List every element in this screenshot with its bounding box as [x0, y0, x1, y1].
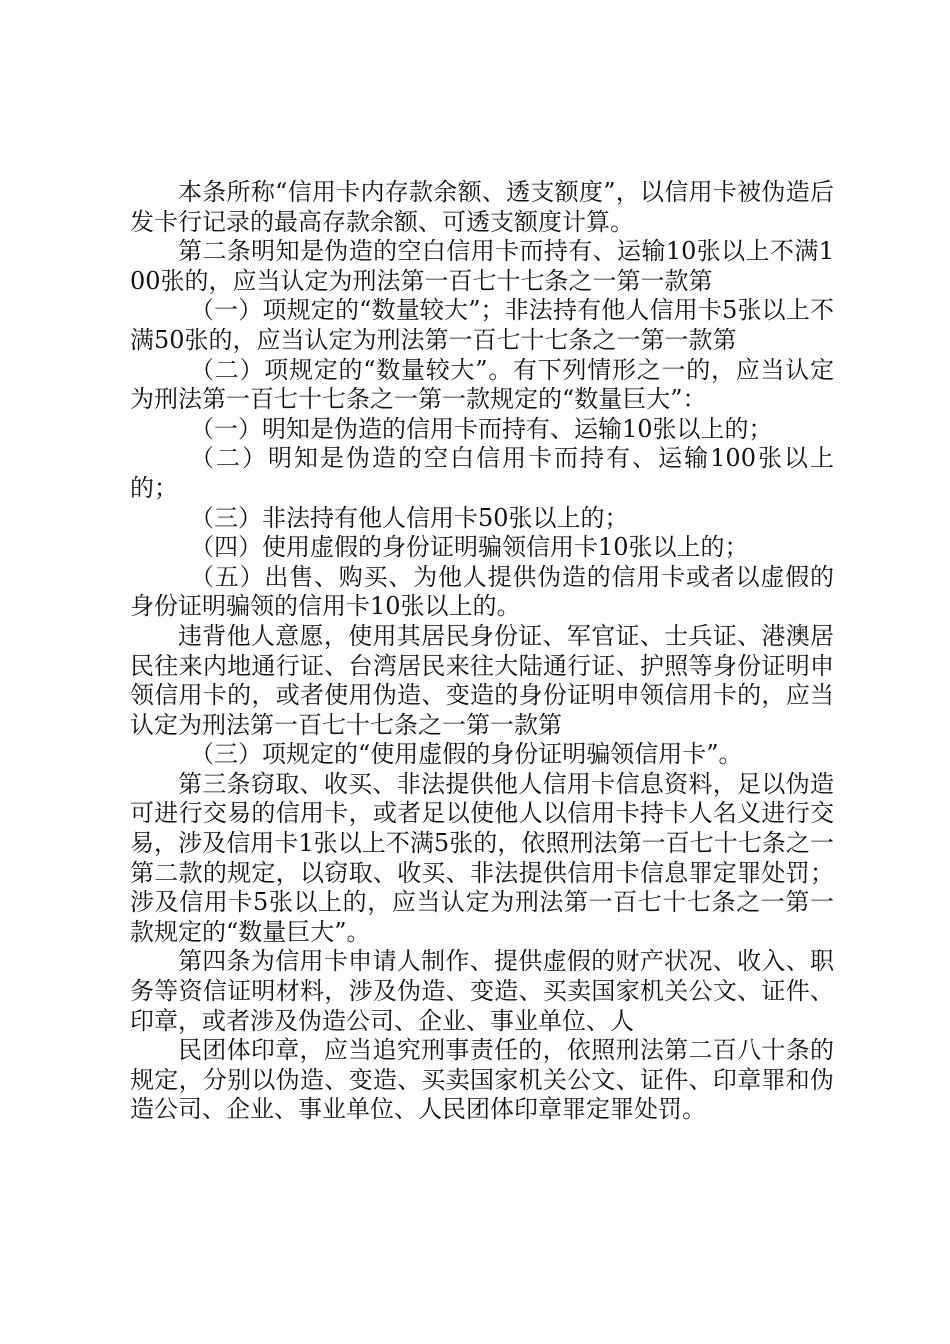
article-3-paragraph: 第三条窃取、收买、非法提供他人信用卡信息资料，足以伪造可进行交易的信用卡，或者足以使他人以信用卡持卡人名义进行交易，涉及信用卡1张以上不满5张的，依照刑法第一百七十七条之一第二款的规定，以窃取、收买、非法提供信用卡信息罪定罪处罚；涉及信用卡5张以上的，应当认定为刑法第一百七十七条之一第一款规定的“数量巨大”。: [130, 769, 834, 946]
paragraph-6: （三）项规定的“使用虚假的身份证明骗领信用卡”。: [190, 740, 743, 769]
paragraph-5: 违背他人意愿，使用其居民身份证、军官证、士兵证、港澳居民往来内地通行证、台湾居民来往大陆通行证、护照等身份证明申领信用卡的，或者使用伪造、变造的身份证明申领信用卡的，应当认定为刑法第一百七十七条之一第一款第: [130, 621, 834, 739]
document-body: [130, 178, 834, 1125]
list-item-4: （四）使用虚假的身份证明骗领信用卡10张以上的；: [190, 533, 749, 562]
article-4-continuation: 民团体印章，应当追究刑事责任的，依照刑法第二百八十条的规定，分别以伪造、变造、买卖国家机关公文、证件、印章罪和伪造公司、企业、事业单位、人民团体印章罪定罪处罚。: [130, 1036, 834, 1124]
list-item-5: （五）出售、购买、为他人提供伪造的信用卡或者以虚假的身份证明骗领的信用卡10张以上的。: [130, 562, 834, 621]
paragraph-4: （二）项规定的“数量较大”。有下列情形之一的，应当认定为刑法第一百七十七条之一第一款规定的“数量巨大”：: [130, 355, 834, 414]
list-item-2: （二）明知是伪造的空白信用卡而持有、运输100张以上的；: [130, 444, 834, 502]
paragraph-1: 本条所称“信用卡内存款余额、透支额度”，以信用卡被伪造后发卡行记录的最高存款余额、可透支额度计算。: [130, 178, 834, 236]
paragraph-3: （一）项规定的“数量较大”；非法持有他人信用卡5张以上不满50张的，应当认定为刑法第一百七十七条之一第一款第: [130, 296, 834, 354]
list-item-1: （一）明知是伪造的信用卡而持有、运输10张以上的；: [190, 414, 773, 443]
paragraph-2: 第二条明知是伪造的空白信用卡而持有、运输10张以上不满100张的，应当认定为刑法第一百七十七条之一第一款第: [130, 237, 834, 295]
list-item-3: （三）非法持有他人信用卡50张以上的；: [190, 503, 629, 532]
article-4-paragraph: 第四条为信用卡申请人制作、提供虚假的财产状况、收入、职务等资信证明材料，涉及伪造、变造、买卖国家机关公文、证件、印章，或者涉及伪造公司、企业、事业单位、人: [130, 947, 834, 1035]
